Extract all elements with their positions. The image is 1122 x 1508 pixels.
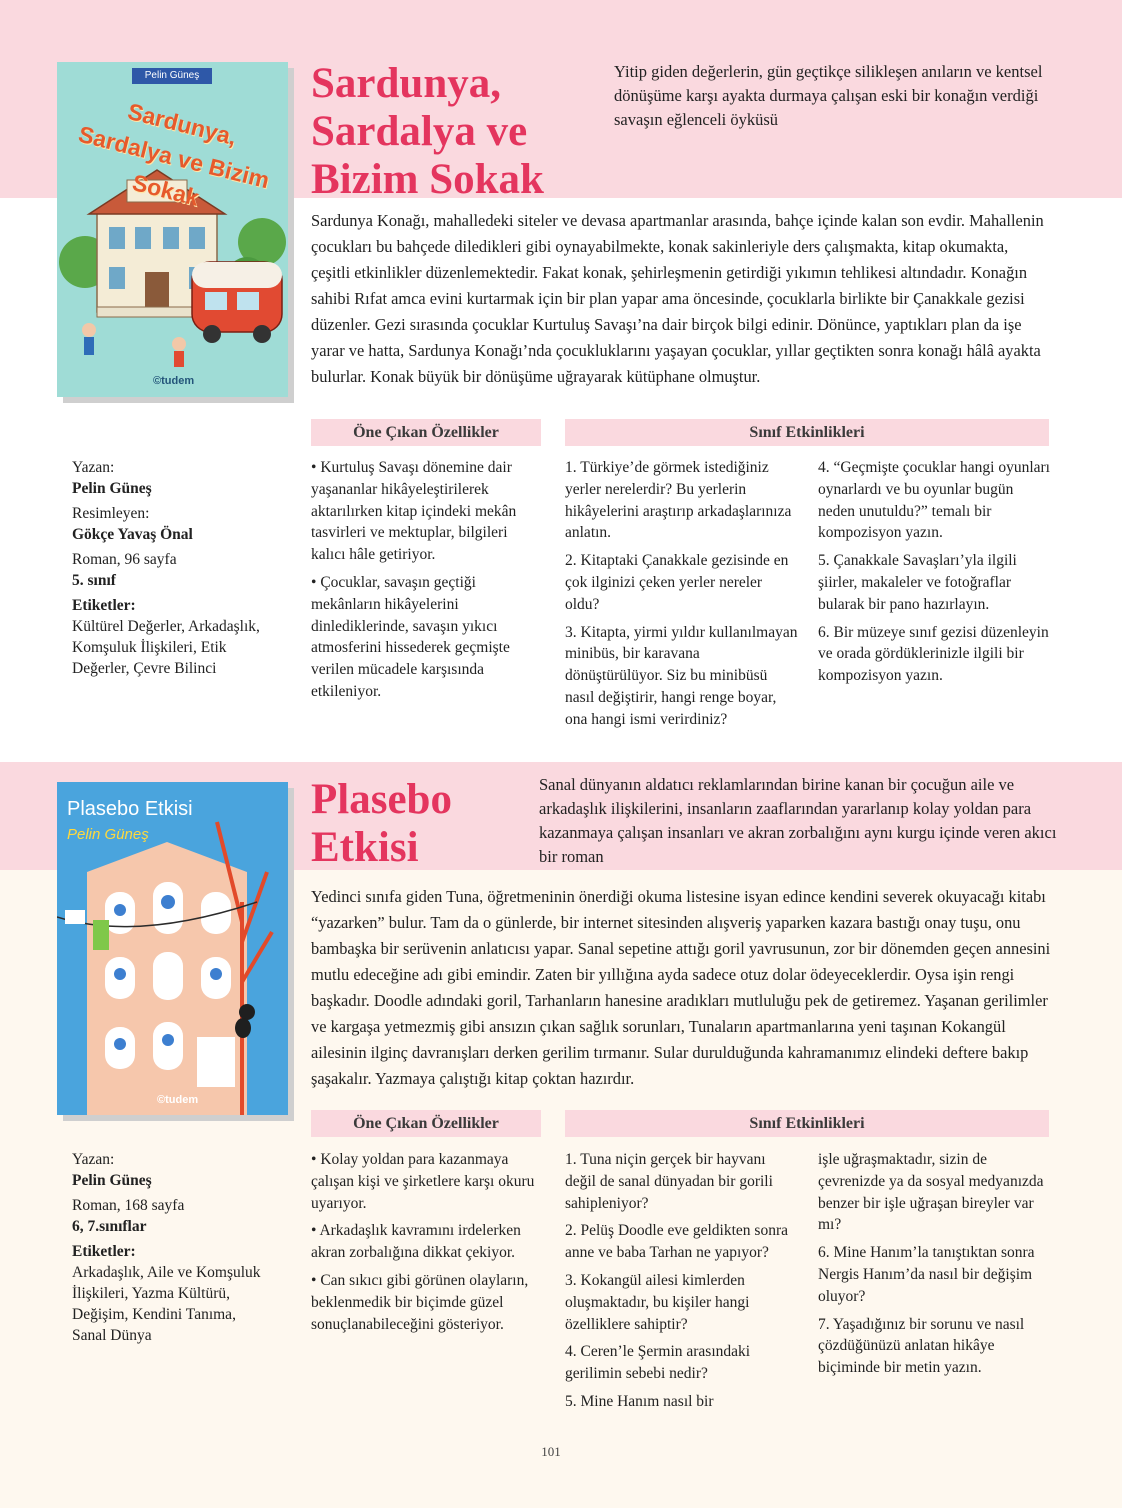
feature-item: • Çocuklar, savaşın geçtiği mekânların hikâyelerini dinlediklerinde, savaşın yıkıcı atmosferini hissederek geçmişte verilen mücadele karşısında etkileniyor.	[311, 572, 543, 703]
activity-item: 5. Mine Hanım nasıl bir	[565, 1392, 714, 1410]
book1-meta	[72, 457, 272, 679]
book2-grade: 6, 7.sınıflar	[72, 1218, 147, 1235]
feature-item: • Kurtuluş Savaşı dönemine dair yaşananlar hikâyeleştirilerek aktarılırken kitap içindeki mekân tasvirleri ve mektuplar, bilgileri kalıcı hâle getiriyor.	[311, 457, 543, 566]
book2-activities-col1	[565, 1149, 799, 1419]
activity-item: 1. Tuna niçin gerçek bir hayvanı değil de sanal dünyadan bir gorili sahipleniyor?	[565, 1151, 773, 1212]
book2-format: Roman, 168 sayfa	[72, 1197, 185, 1214]
book1-features-header: Öne Çıkan Özellikler	[311, 419, 541, 446]
book2-tagline: Sanal dünyanın aldatıcı reklamlarından birine kanan bir çocuğun aile ve arkadaşlık ilişkilerini, insanların zaaflarından yararlanıp kolay yoldan para kazanmaya çalışan insanları ve akran zorbalığını aynı kurgu içinde veren akıcı bir roman	[539, 775, 1057, 866]
page-number: 101	[541, 1444, 561, 1459]
book2-summary: Yedinci sınıfa giden Tuna, öğretmeninin önerdiği okuma listesine isyan edince kendini severek okuyacağı kitabı “yazarken” bulur. Tam da o günlerde, bir internet sitesinden alışveriş yaparken kazara bastığı onay tuşu, onu bambaşka bir serüvenin anlatıcısı yapar. Sanal sepetine attığı goril yavrusunun, zor bir dönemden geçen annesini mutlu edeceğine adı gibi emindir. Zaten bir yıllığına ayda sadece otuz dolar ödeyeceklerdir. Oysa işin rengi başkadır. Doodle adındaki goril, Tarhanların hanesine aradıkları mutluluğu pek de getiremez. Yaşanan gerilimler ve kargaşa yetmezmiş gibi ansızın çıkan sağlık sorunları, Tunaların apartmanlarına yeni taşınan Kokangül ailesinin ilginç davranışları derken gerilim tırmanır. Sular durulduğunda kahramanımız elindeki deftere bakıp şaşakalır. Yazmaya çalıştığı kitap çoktan hazırdır.	[311, 887, 1051, 1088]
activity-item: 3. Kokangül ailesi kimlerden oluşmaktadır, bu kişiler hangi özelliklere sahiptir?	[565, 1271, 750, 1333]
book1-title: Sardunya, Sardalya ve Bizim Sokak	[311, 60, 544, 203]
book1-cover-author: Pelin Güneş	[132, 68, 212, 84]
book1-activities-col2	[818, 457, 1052, 693]
activity-item: 7. Yaşadığınız bir sorunu ve nasıl çözdüğünüzü anlatan hikâye biçiminde bir metin yazın.	[818, 1315, 1025, 1377]
book2-features-header: Öne Çıkan Özellikler	[311, 1110, 541, 1137]
book2-author-label: Yazan:	[72, 1151, 115, 1168]
book2-cover-author: Pelin Güneş	[67, 826, 149, 843]
activity-item: 6. Mine Hanım’la tanıştıktan sonra Nergis Hanım’da nasıl bir değişim oluyor?	[818, 1244, 1035, 1305]
activity-item: 6. Bir müzeye sınıf gezisi düzenleyin ve orada gördüklerinizle ilgili bir kompozisyon yazın.	[818, 623, 1049, 685]
book1-format: Roman, 96 sayfa	[72, 551, 177, 568]
feature-item: • Arkadaşlık kavramını irdelerken akran zorbalığına dikkat çekiyor.	[311, 1220, 543, 1264]
book2-author: Pelin Güneş	[72, 1172, 152, 1189]
book1-illustrator-label: Resimleyen:	[72, 505, 150, 522]
book2-cover-title: Plasebo Etkisi	[67, 798, 193, 820]
book1-grade: 5. sınıf	[72, 572, 116, 589]
activity-item: 3. Kitapta, yirmi yıldır kullanılmayan minibüs, bir karavana dönüştürülüyor. Siz bu minibüsü nasıl değiştirir, hangi renge boyar, ona hangi ismi verirdiniz?	[565, 623, 798, 728]
book2-tags: Arkadaşlık, Aile ve Komşuluk İlişkileri, Yazma Kültürü, Değişim, Kendini Tanıma, Sanal Dünya	[72, 1264, 261, 1344]
book1-illustrator: Gökçe Yavaş Önal	[72, 526, 193, 543]
book1-activities-col1	[565, 457, 799, 737]
activity-item: 4. “Geçmişte çocuklar hangi oyunları oynarlardı ve bu oyunlar bugün neden unutuldu?” temalı bir kompozisyon yazın.	[818, 459, 1050, 542]
book1-tags-label: Etiketler:	[72, 597, 136, 614]
feature-item: • Can sıkıcı gibi görünen olayların, beklenmedik bir biçimde güzel sonuçlanabileceğini gösteriyor.	[311, 1270, 543, 1335]
book1-cover-title: Sardunya, Sardalya ve Bizim Sokak	[75, 97, 273, 211]
book2-cover-publisher: ©tudem	[157, 1094, 199, 1106]
feature-item: • Kolay yoldan para kazanmaya çalışan kişi ve şirketlere karşı okuru uyarıyor.	[311, 1149, 543, 1214]
activity-item: 1. Türkiye’de görmek istediğiniz yerler nerelerdir? Bu yerlerin hikâyelerini araştırıp arkadaşlarınıza anlatın.	[565, 459, 792, 542]
book1-tags: Kültürel Değerler, Arkadaşlık, Komşuluk İlişkileri, Etik Değerler, Çevre Bilinci	[72, 618, 260, 677]
activity-item: işle uğraşmaktadır, sizin de çevrenizde ya da sosyal medyanızda benzer bir işle uğraşan bireyler var mı?	[818, 1151, 1044, 1234]
book2-cover-image	[57, 782, 288, 1115]
book1-cover-publisher: ©tudem	[153, 375, 195, 387]
activity-item: 2. Kitaptaki Çanakkale gezisinde en çok ilginizi çeken yerler nereler oldu?	[565, 552, 789, 613]
book1-features-list	[311, 457, 543, 709]
book2-title: Plasebo Etkisi	[311, 776, 452, 871]
book1-author: Pelin Güneş	[72, 480, 152, 497]
book2-features-list	[311, 1149, 543, 1341]
activity-item: 4. Ceren’le Şermin arasındaki gerilimin sebebi nedir?	[565, 1343, 751, 1383]
activity-item: 5. Çanakkale Savaşları’yla ilgili şiirler, makaleler ve fotoğraflar bularak bir pano hazırlayın.	[818, 552, 1017, 613]
book1-tagline: Yitip giden değerlerin, gün geçtikçe silikleşen anıların ve kentsel dönüşüme karşı ayakta durmaya çalışan eski bir konağın verdiği savaşın eğlenceli öyküsü	[614, 62, 1043, 129]
activity-item: 2. Pelüş Doodle eve geldikten sonra anne ve baba Tarhan ne yapıyor?	[565, 1222, 788, 1262]
book2-tags-label: Etiketler:	[72, 1243, 136, 1260]
book2-meta	[72, 1149, 272, 1346]
book1-cover-image	[57, 62, 288, 397]
book2-activities-col2	[818, 1149, 1052, 1385]
book1-author-label: Yazan:	[72, 459, 115, 476]
book1-activities-header: Sınıf Etkinlikleri	[565, 419, 1049, 446]
book2-activities-header: Sınıf Etkinlikleri	[565, 1110, 1049, 1137]
book1-summary: Sardunya Konağı, mahalledeki siteler ve devasa apartmanlar arasında, bahçe içinde kalan son evdir. Mahallenin çocukları bu bahçede diledikleri gibi oynayabilmekte, konak sakinleriyle ders çalışmakta, kitap okumakta, çeşitli etkinlikler düzenlemektedir. Fakat konak, şehirleşmenin getirdiği yıkımın tehlikesi altındadır. Konağın sahibi Rıfat amca evini kurtarmak için bir plan yapar ama öncesinde, çocuklarla birlikte bir Çanakkale gezisi düzenler. Gezi sırasında çocuklar Kurtuluş Savaşı’na dair birçok bilgi edinir. Dönünce, yaptıkları plan da işe yarar ve hatta, Sardunya Konağı’nda çocukluklarını yaşayan çocuklar, yıllar geçtikten sonra konağı hâlâ ayakta bulurlar. Konak büyük bir dönüşüme uğrayarak kütüphane olmuştur.	[311, 211, 1044, 386]
